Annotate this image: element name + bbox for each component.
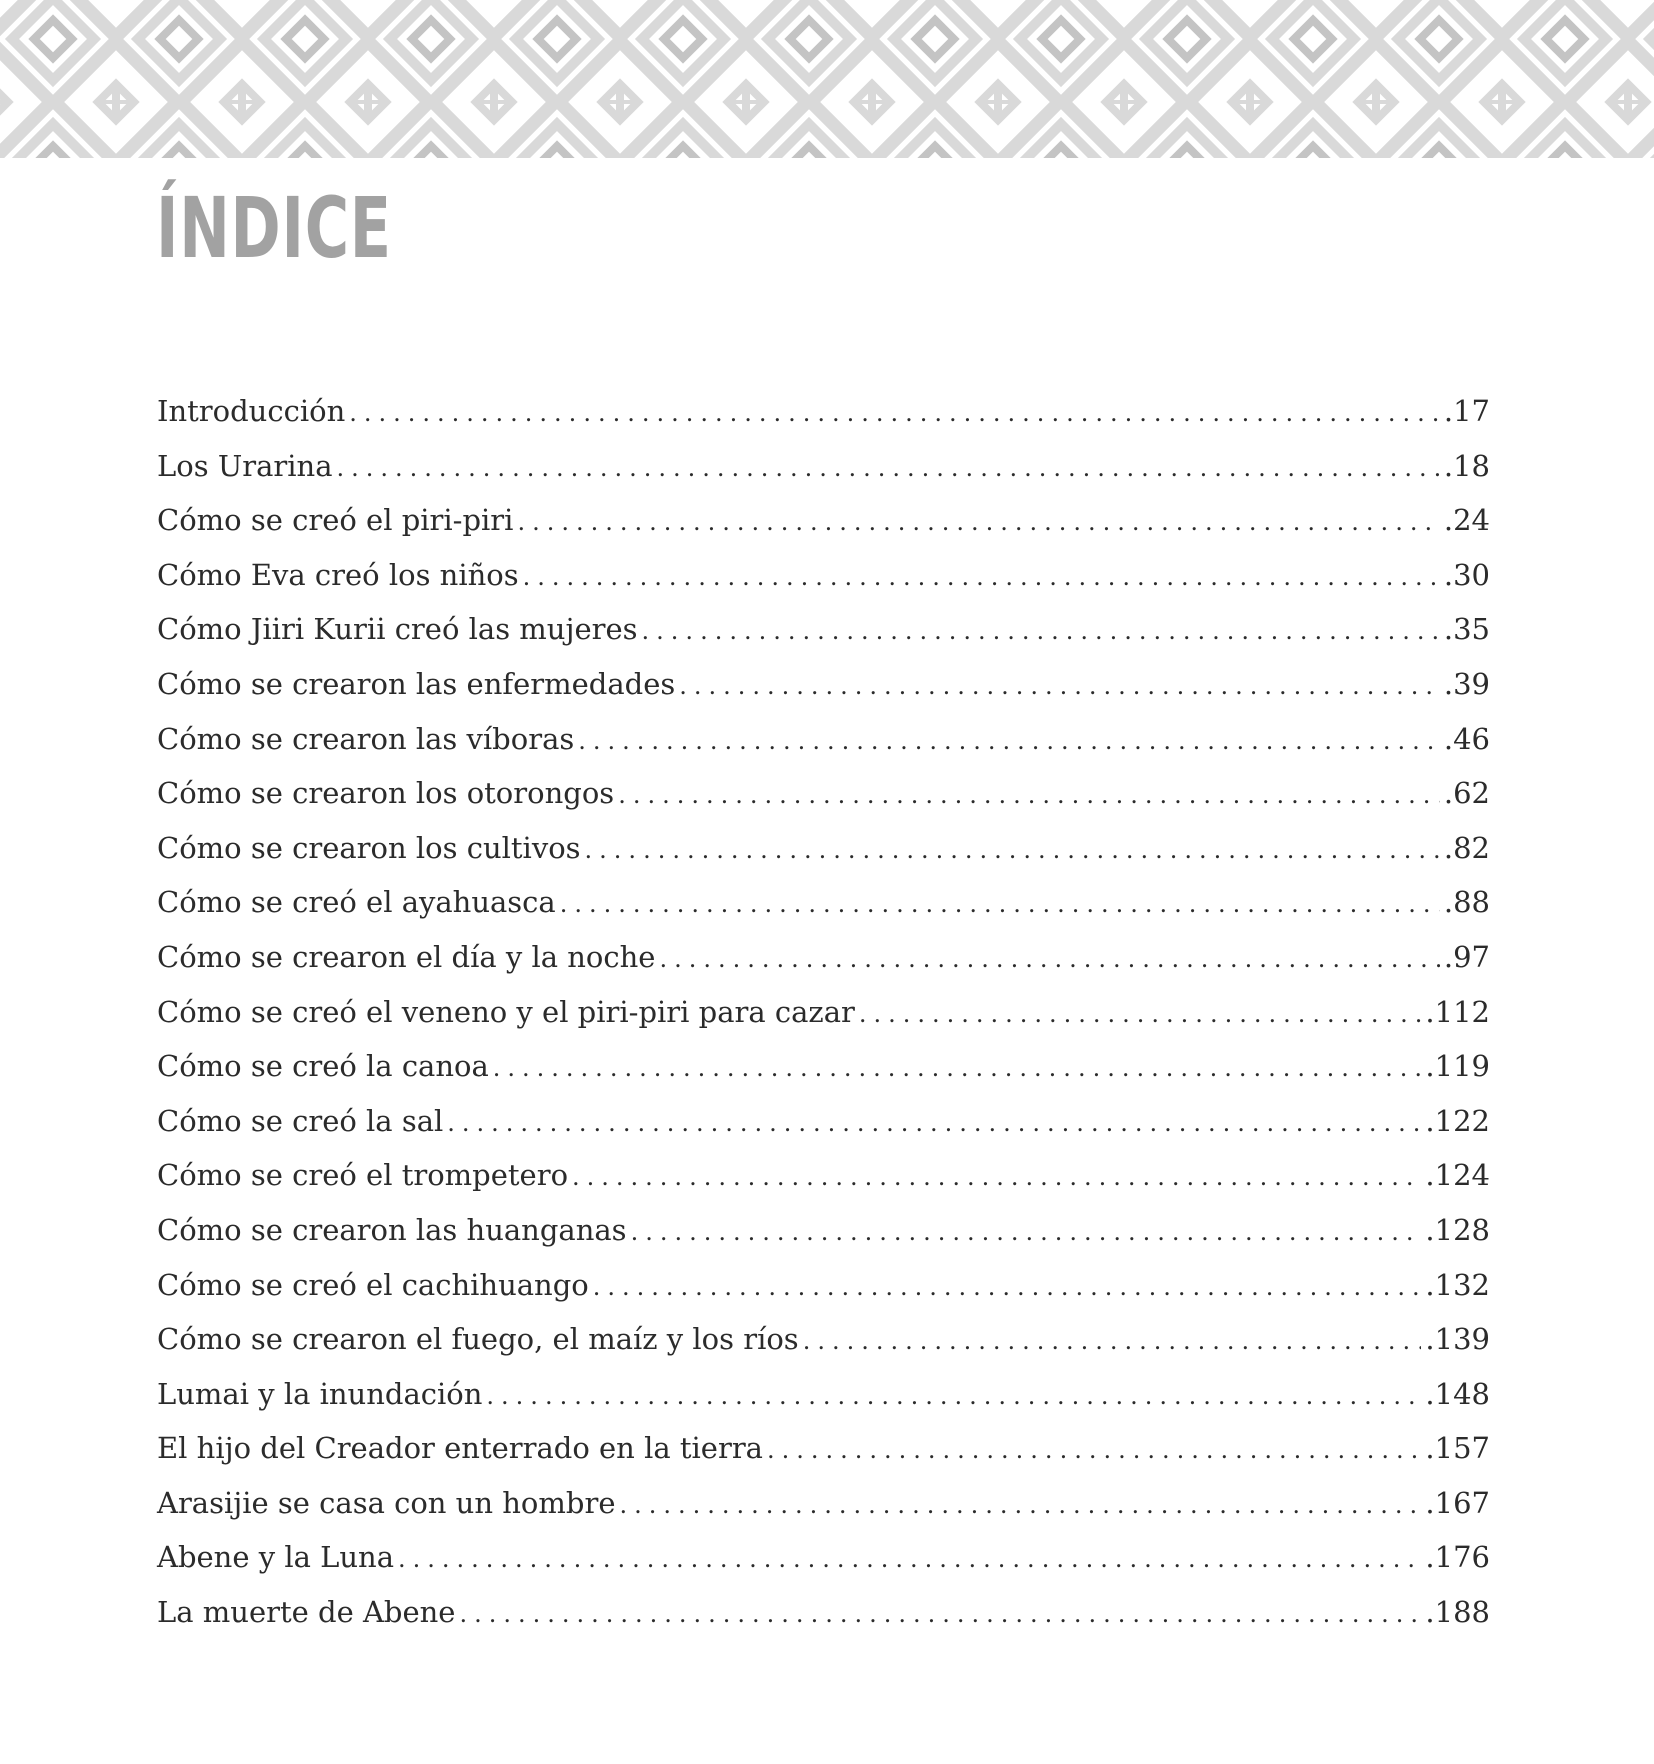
toc-entry-page-number: .132 — [1425, 1267, 1490, 1302]
toc-entry-page-number: .176 — [1425, 1540, 1490, 1575]
toc-entry-title: Cómo Eva creó los niños — [157, 557, 519, 592]
toc-entry-title: Arasijie se casa con un hombre — [157, 1485, 616, 1520]
dot-leader — [618, 781, 1440, 809]
toc-entry — [157, 722, 1490, 777]
dot-leader — [523, 563, 1440, 591]
toc-entry-page-number: .39 — [1443, 666, 1490, 701]
diamond-pattern-icon — [0, 0, 1654, 158]
dot-leader — [517, 508, 1439, 536]
toc-entry-page-number: .82 — [1443, 830, 1490, 865]
toc-entry — [157, 612, 1490, 667]
toc-entry — [157, 1540, 1490, 1595]
toc-entry-title: Cómo se crearon las huanganas — [157, 1212, 627, 1247]
toc-entry-page-number: .46 — [1443, 721, 1490, 756]
dot-leader — [585, 836, 1440, 864]
toc-entry-page-number: .119 — [1425, 1049, 1490, 1084]
toc-entry-page-number: .62 — [1443, 776, 1490, 811]
toc-entry-title: El hijo del Creador enterrado en la tierra — [157, 1431, 763, 1466]
dot-leader — [398, 1545, 1421, 1573]
toc-entry — [157, 885, 1490, 940]
toc-entry — [157, 995, 1490, 1050]
toc-entry-title: Cómo se creó el cachihuango — [157, 1267, 589, 1302]
toc-entry-page-number: .128 — [1425, 1212, 1490, 1247]
dot-leader — [349, 399, 1440, 427]
toc-entry-title: Introducción — [157, 394, 346, 428]
toc-entry — [157, 394, 1490, 449]
toc-entry-page-number: .157 — [1425, 1431, 1490, 1466]
toc-entry-page-number: .167 — [1425, 1485, 1490, 1520]
decorative-pattern-band — [0, 0, 1654, 158]
toc-entry — [157, 1322, 1490, 1377]
toc-entry-title: Cómo se crearon los cultivos — [157, 830, 581, 865]
toc-entry-title: Cómo se crearon las víboras — [157, 721, 575, 756]
dot-leader — [803, 1327, 1422, 1355]
dot-leader — [459, 1600, 1421, 1628]
toc-entry-title: Cómo se crearon el fuego, el maíz y los ríos — [157, 1322, 799, 1357]
toc-entry — [157, 503, 1490, 558]
dot-leader — [593, 1273, 1422, 1301]
toc-entry-page-number: .139 — [1425, 1322, 1490, 1357]
dot-leader — [679, 672, 1440, 700]
toc-entry-title: Cómo se creó la sal — [157, 1103, 444, 1138]
toc-entry — [157, 1431, 1490, 1486]
toc-entry-title: Abene y la Luna — [157, 1540, 395, 1575]
toc-entry — [157, 1104, 1490, 1159]
toc-entry-title: Cómo se crearon el día y la noche — [157, 939, 656, 974]
dot-leader — [578, 727, 1440, 755]
page-title: ÍNDICE — [156, 179, 392, 277]
toc-entry-page-number: .148 — [1425, 1376, 1490, 1411]
toc-entry-title: Cómo se crearon los otorongos — [157, 776, 615, 811]
toc-entry — [157, 1486, 1490, 1541]
toc-entry-title: Cómo se crearon las enfermedades — [157, 666, 676, 701]
dot-leader — [642, 617, 1440, 645]
dot-leader — [572, 1163, 1421, 1191]
toc-entry — [157, 558, 1490, 613]
toc-entry — [157, 667, 1490, 722]
toc-entry — [157, 831, 1490, 886]
dot-leader — [859, 1000, 1422, 1028]
dot-leader — [631, 1218, 1422, 1246]
toc-entry-title: Cómo Jiiri Kurii creó las mujeres — [157, 612, 638, 647]
toc-entry-page-number: .18 — [1443, 448, 1490, 483]
toc-entry-page-number: .17 — [1443, 394, 1490, 428]
toc-entry-page-number: .124 — [1425, 1158, 1490, 1193]
toc-entry-title: Cómo se creó la canoa — [157, 1049, 489, 1084]
toc-entry-page-number: .97 — [1443, 939, 1490, 974]
dot-leader — [486, 1382, 1421, 1410]
toc-entry-page-number: .122 — [1425, 1103, 1490, 1138]
toc-entry-page-number: .35 — [1443, 612, 1490, 647]
toc-entry-title: Los Urarina — [157, 448, 333, 483]
dot-leader — [767, 1436, 1421, 1464]
dot-leader — [493, 1054, 1422, 1082]
toc-entry-title: Lumai y la inundación — [157, 1376, 483, 1411]
toc-entry — [157, 1158, 1490, 1213]
toc-entry-title: Cómo se creó el trompetero — [157, 1158, 569, 1193]
toc-entry-page-number: .188 — [1425, 1595, 1490, 1630]
toc-entry-page-number: .88 — [1443, 885, 1490, 920]
dot-leader — [659, 945, 1439, 973]
dot-leader — [560, 890, 1440, 918]
toc-entry — [157, 449, 1490, 504]
toc-entry-page-number: .24 — [1443, 503, 1490, 538]
toc-entry-title: Cómo se creó el ayahuasca — [157, 885, 556, 920]
table-of-contents — [157, 394, 1490, 1650]
dot-leader — [337, 454, 1440, 482]
toc-entry — [157, 940, 1490, 995]
toc-entry-title: Cómo se creó el piri-piri — [157, 503, 514, 538]
toc-entry — [157, 1268, 1490, 1323]
toc-entry-page-number: .30 — [1443, 557, 1490, 592]
toc-entry — [157, 1213, 1490, 1268]
toc-entry — [157, 1377, 1490, 1432]
toc-entry-title: Cómo se creó el veneno y el piri-piri para cazar — [157, 994, 855, 1029]
toc-entry-page-number: .112 — [1425, 994, 1490, 1029]
toc-entry — [157, 776, 1490, 831]
dot-leader — [619, 1491, 1421, 1519]
toc-entry — [157, 1049, 1490, 1104]
dot-leader — [447, 1109, 1421, 1137]
toc-entry — [157, 1595, 1490, 1650]
toc-entry-title: La muerte de Abene — [157, 1595, 456, 1630]
